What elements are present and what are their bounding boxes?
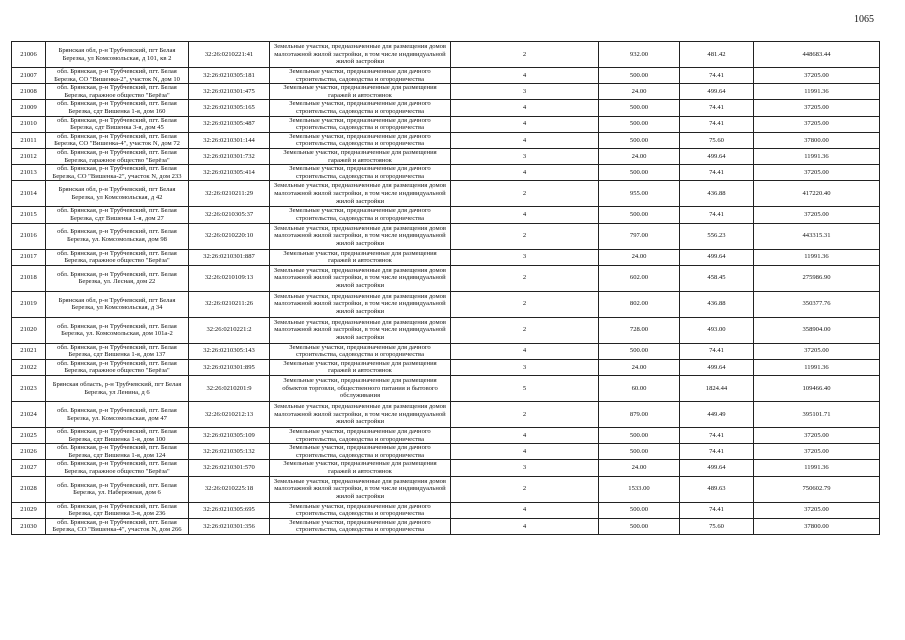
cadastral-number-cell: 32:26:0210301:144 xyxy=(189,132,270,148)
land-purpose-cell: Земельные участки, предназначенные для размещения домов малоэтажной жилой застройки, в том числе индивидуальной жилой застройки xyxy=(270,402,451,428)
land-purpose-cell: Земельные участки, предназначенные для размещения домов малоэтажной жилой застройки, в том числе индивидуальной жилой застройки xyxy=(270,317,451,343)
group-number-cell: 4 xyxy=(451,100,599,116)
table-row xyxy=(12,402,880,428)
address-cell: Брянская обл, р-н Трубчевский, пгт Белая Березка, ул Комсомольская, д 101, кв 2 xyxy=(46,42,189,68)
area-cell: 500.00 xyxy=(599,428,680,444)
area-cell: 60.00 xyxy=(599,376,680,402)
row-number: 21028 xyxy=(12,476,46,502)
group-number-cell: 4 xyxy=(451,428,599,444)
land-purpose-cell: Земельные участки, предназначенные для размещения гаражей и автостоянок xyxy=(270,359,451,375)
area-cell: 24.00 xyxy=(599,84,680,100)
address-cell: Брянская обл, р-н Трубчевский, пгт Белая Березка, ул Комсомольская, д 42 xyxy=(46,181,189,207)
land-purpose-cell: Земельные участки, предназначенные для дачного строительства, садоводства и огородничества xyxy=(270,165,451,181)
area-cell: 500.00 xyxy=(599,165,680,181)
row-number: 21008 xyxy=(12,84,46,100)
specific-value-cell: 499.64 xyxy=(680,84,754,100)
cadastral-value-cell: 448683.44 xyxy=(754,42,880,68)
row-number: 21022 xyxy=(12,359,46,375)
address-cell: обл. Брянская, р-н Трубчевский, пгт. Белая Березка, сдт Вишенка 1-я, дом 27 xyxy=(46,207,189,223)
cadastral-value-cell: 37205.00 xyxy=(754,502,880,518)
cadastral-number-cell: 32:26:0210221:41 xyxy=(189,42,270,68)
address-cell: обл. Брянская, р-н Трубчевский, пгт. Белая Березка, ул. Комсомольская, дом 98 xyxy=(46,223,189,249)
row-number: 21014 xyxy=(12,181,46,207)
group-number-cell: 4 xyxy=(451,207,599,223)
land-purpose-cell: Земельные участки, предназначенные для размещения объектов торговли, общественного питания и бытового обслуживания xyxy=(270,376,451,402)
area-cell: 24.00 xyxy=(599,148,680,164)
cadastral-value-cell: 417220.40 xyxy=(754,181,880,207)
group-number-cell: 2 xyxy=(451,402,599,428)
group-number-cell: 5 xyxy=(451,376,599,402)
cadastral-number-cell: 32:26:0210305:695 xyxy=(189,502,270,518)
address-cell: обл. Брянская, р-н Трубчевский, пгт. Белая Березка, сдт Вишенка 1-я, дом 124 xyxy=(46,444,189,460)
group-number-cell: 3 xyxy=(451,84,599,100)
table-row xyxy=(12,343,880,359)
table-row xyxy=(12,165,880,181)
specific-value-cell: 75.60 xyxy=(680,518,754,534)
row-number: 21013 xyxy=(12,165,46,181)
area-cell: 932.00 xyxy=(599,42,680,68)
cadastral-number-cell: 32:26:0210305:487 xyxy=(189,116,270,132)
row-number: 21015 xyxy=(12,207,46,223)
cadastral-value-cell: 11991.36 xyxy=(754,359,880,375)
specific-value-cell: 499.64 xyxy=(680,460,754,476)
group-number-cell: 4 xyxy=(451,165,599,181)
area-cell: 500.00 xyxy=(599,502,680,518)
address-cell: обл. Брянская, р-н Трубчевский, пгт. Белая Березка, сдт Вишенка 1-я, дом 160 xyxy=(46,100,189,116)
specific-value-cell: 74.41 xyxy=(680,116,754,132)
address-cell: обл. Брянская, р-н Трубчевский, пгт. Белая Березка, ул. Комсомольская, дом 101а-2 xyxy=(46,317,189,343)
cadastral-number-cell: 32:26:0210225:18 xyxy=(189,476,270,502)
land-purpose-cell: Земельные участки, предназначенные для размещения домов малоэтажной жилой застройки, в том числе индивидуальной жилой застройки xyxy=(270,476,451,502)
cadastral-value-cell: 37800.00 xyxy=(754,518,880,534)
cadastral-value-cell: 395101.71 xyxy=(754,402,880,428)
address-cell: обл. Брянская, р-н Трубчевский, пгт. Белая Березка, ул. Набережная, дом 6 xyxy=(46,476,189,502)
cadastral-value-cell: 37205.00 xyxy=(754,165,880,181)
cadastral-value-cell: 11991.36 xyxy=(754,148,880,164)
specific-value-cell: 74.41 xyxy=(680,207,754,223)
area-cell: 500.00 xyxy=(599,207,680,223)
land-purpose-cell: Земельные участки, предназначенные для дачного строительства, садоводства и огородничества xyxy=(270,502,451,518)
cadastral-number-cell: 32:26:0210305:109 xyxy=(189,428,270,444)
address-cell: обл. Брянская, р-н Трубчевский, пгт. Белая Березка, гаражное общество "Берёза" xyxy=(46,359,189,375)
area-cell: 500.00 xyxy=(599,100,680,116)
specific-value-cell: 436.88 xyxy=(680,181,754,207)
specific-value-cell: 436.88 xyxy=(680,291,754,317)
area-cell: 24.00 xyxy=(599,359,680,375)
cadastral-number-cell: 32:26:0210301:570 xyxy=(189,460,270,476)
cadastral-number-cell: 32:26:0210301:475 xyxy=(189,84,270,100)
row-number: 21012 xyxy=(12,148,46,164)
area-cell: 500.00 xyxy=(599,444,680,460)
row-number: 21029 xyxy=(12,502,46,518)
row-number: 21018 xyxy=(12,265,46,291)
row-number: 21030 xyxy=(12,518,46,534)
land-purpose-cell: Земельные участки, предназначенные для дачного строительства, садоводства и огородничества xyxy=(270,343,451,359)
cadastral-number-cell: 32:26:0210301:895 xyxy=(189,359,270,375)
row-number: 21021 xyxy=(12,343,46,359)
land-purpose-cell: Земельные участки, предназначенные для размещения домов малоэтажной жилой застройки, в том числе индивидуальной жилой застройки xyxy=(270,223,451,249)
specific-value-cell: 74.41 xyxy=(680,502,754,518)
area-cell: 500.00 xyxy=(599,68,680,84)
group-number-cell: 4 xyxy=(451,68,599,84)
cadastral-value-cell: 350377.76 xyxy=(754,291,880,317)
specific-value-cell: 74.41 xyxy=(680,68,754,84)
cadastral-number-cell: 32:26:0210305:37 xyxy=(189,207,270,223)
cadastral-number-cell: 32:26:0210301:887 xyxy=(189,249,270,265)
land-purpose-cell: Земельные участки, предназначенные для дачного строительства, садоводства и огородничества xyxy=(270,444,451,460)
page-number: 1065 xyxy=(854,14,874,25)
cadastral-value-cell: 37205.00 xyxy=(754,100,880,116)
cadastral-number-cell: 32:26:0210301:356 xyxy=(189,518,270,534)
address-cell: обл. Брянская, р-н Трубчевский, пгт. Белая Березка, ул. Лесная, дом 22 xyxy=(46,265,189,291)
group-number-cell: 4 xyxy=(451,518,599,534)
specific-value-cell: 74.41 xyxy=(680,100,754,116)
area-cell: 500.00 xyxy=(599,518,680,534)
specific-value-cell: 499.64 xyxy=(680,249,754,265)
group-number-cell: 4 xyxy=(451,444,599,460)
cadastral-number-cell: 32:26:0210305:165 xyxy=(189,100,270,116)
group-number-cell: 3 xyxy=(451,249,599,265)
address-cell: обл. Брянская, р-н Трубчевский, пгт. Белая Березка, гаражное общество "Берёза" xyxy=(46,249,189,265)
cadastral-number-cell: 32:26:0210109:13 xyxy=(189,265,270,291)
area-cell: 955.00 xyxy=(599,181,680,207)
cadastral-value-cell: 109466.40 xyxy=(754,376,880,402)
row-number: 21023 xyxy=(12,376,46,402)
cadastral-value-cell: 37205.00 xyxy=(754,444,880,460)
specific-value-cell: 481.42 xyxy=(680,42,754,68)
land-purpose-cell: Земельные участки, предназначенные для дачного строительства, садоводства и огородничества xyxy=(270,428,451,444)
area-cell: 500.00 xyxy=(599,116,680,132)
address-cell: обл. Брянская, р-н Трубчевский, пгт. Белая Березка, сдт Вишенка 1-я, дом 100 xyxy=(46,428,189,444)
group-number-cell: 2 xyxy=(451,476,599,502)
land-purpose-cell: Земельные участки, предназначенные для дачного строительства, садоводства и огородничества xyxy=(270,68,451,84)
group-number-cell: 2 xyxy=(451,317,599,343)
row-number: 21009 xyxy=(12,100,46,116)
address-cell: обл. Брянская, р-н Трубчевский, пгт. Белая Березка, СО "Вишенка-4", участок N, дом 266 xyxy=(46,518,189,534)
group-number-cell: 4 xyxy=(451,502,599,518)
row-number: 21006 xyxy=(12,42,46,68)
specific-value-cell: 75.60 xyxy=(680,132,754,148)
cadastral-value-cell: 443315.31 xyxy=(754,223,880,249)
cadastral-value-table xyxy=(11,41,880,535)
land-purpose-cell: Земельные участки, предназначенные для размещения домов малоэтажной жилой застройки, в том числе индивидуальной жилой застройки xyxy=(270,265,451,291)
table-row xyxy=(12,84,880,100)
table-row xyxy=(12,249,880,265)
group-number-cell: 2 xyxy=(451,223,599,249)
land-purpose-cell: Земельные участки, предназначенные для дачного строительства, садоводства и огородничества xyxy=(270,518,451,534)
land-purpose-cell: Земельные участки, предназначенные для размещения гаражей и автостоянок xyxy=(270,249,451,265)
cadastral-value-cell: 11991.36 xyxy=(754,84,880,100)
cadastral-value-cell: 37205.00 xyxy=(754,207,880,223)
row-number: 21011 xyxy=(12,132,46,148)
row-number: 21017 xyxy=(12,249,46,265)
table-row xyxy=(12,100,880,116)
specific-value-cell: 499.64 xyxy=(680,148,754,164)
land-purpose-cell: Земельные участки, предназначенные для дачного строительства, садоводства и огородничества xyxy=(270,207,451,223)
area-cell: 500.00 xyxy=(599,343,680,359)
table-row xyxy=(12,428,880,444)
table-row xyxy=(12,223,880,249)
cadastral-value-cell: 37205.00 xyxy=(754,428,880,444)
land-purpose-cell: Земельные участки, предназначенные для размещения домов малоэтажной жилой застройки, в том числе индивидуальной жилой застройки xyxy=(270,291,451,317)
row-number: 21024 xyxy=(12,402,46,428)
address-cell: обл. Брянская, р-н Трубчевский, пгт. Белая Березка, сдт Вишенка 3-я, дом 236 xyxy=(46,502,189,518)
cadastral-number-cell: 32:26:0210305:143 xyxy=(189,343,270,359)
address-cell: обл. Брянская, р-н Трубчевский, пгт. Белая Березка, гаражное общество "Берёза" xyxy=(46,148,189,164)
address-cell: обл. Брянская, р-н Трубчевский, пгт. Белая Березка, сдт Вишенка 3-я, дом 45 xyxy=(46,116,189,132)
specific-value-cell: 1824.44 xyxy=(680,376,754,402)
cadastral-value-cell: 358904.00 xyxy=(754,317,880,343)
table-row xyxy=(12,317,880,343)
cadastral-number-cell: 32:26:0210301:732 xyxy=(189,148,270,164)
table-row xyxy=(12,68,880,84)
group-number-cell: 2 xyxy=(451,265,599,291)
specific-value-cell: 489.63 xyxy=(680,476,754,502)
cadastral-value-cell: 11991.36 xyxy=(754,249,880,265)
row-number: 21007 xyxy=(12,68,46,84)
land-purpose-cell: Земельные участки, предназначенные для размещения гаражей и автостоянок xyxy=(270,460,451,476)
cadastral-value-cell: 275986.90 xyxy=(754,265,880,291)
table-row xyxy=(12,291,880,317)
area-cell: 24.00 xyxy=(599,460,680,476)
row-number: 21025 xyxy=(12,428,46,444)
row-number: 21016 xyxy=(12,223,46,249)
group-number-cell: 2 xyxy=(451,42,599,68)
cadastral-value-cell: 37205.00 xyxy=(754,116,880,132)
area-cell: 500.00 xyxy=(599,132,680,148)
address-cell: обл. Брянская, р-н Трубчевский, пгт. Белая Березка, СО "Вишенка-4", участок N, дом 72 xyxy=(46,132,189,148)
specific-value-cell: 556.23 xyxy=(680,223,754,249)
specific-value-cell: 458.45 xyxy=(680,265,754,291)
land-purpose-cell: Земельные участки, предназначенные для дачного строительства, садоводства и огородничества xyxy=(270,132,451,148)
cadastral-number-cell: 32:26:0210212:13 xyxy=(189,402,270,428)
address-cell: обл. Брянская, р-н Трубчевский, пгт. Белая Березка, сдт Вишенка 1-я, дом 137 xyxy=(46,343,189,359)
table-row xyxy=(12,132,880,148)
cadastral-number-cell: 32:26:0210201:9 xyxy=(189,376,270,402)
area-cell: 879.00 xyxy=(599,402,680,428)
cadastral-number-cell: 32:26:0210211:26 xyxy=(189,291,270,317)
land-purpose-cell: Земельные участки, предназначенные для размещения гаражей и автостоянок xyxy=(270,148,451,164)
address-cell: обл. Брянская, р-н Трубчевский, пгт. Белая Березка, гаражное общество "Берёза" xyxy=(46,84,189,100)
table-row xyxy=(12,376,880,402)
cadastral-value-cell: 37800.00 xyxy=(754,132,880,148)
specific-value-cell: 449.49 xyxy=(680,402,754,428)
specific-value-cell: 74.41 xyxy=(680,428,754,444)
table-row xyxy=(12,181,880,207)
cadastral-number-cell: 32:26:0210305:414 xyxy=(189,165,270,181)
table-row xyxy=(12,42,880,68)
group-number-cell: 4 xyxy=(451,116,599,132)
address-cell: обл. Брянская, р-н Трубчевский, пгт. Белая Березка, ул. Комсомольская, дом 47 xyxy=(46,402,189,428)
group-number-cell: 3 xyxy=(451,359,599,375)
area-cell: 728.00 xyxy=(599,317,680,343)
address-cell: Брянская обл, р-н Трубчевский, пгт Белая Березка, ул Комсомольская, д 34 xyxy=(46,291,189,317)
cadastral-number-cell: 32:26:0210211:29 xyxy=(189,181,270,207)
specific-value-cell: 74.41 xyxy=(680,444,754,460)
table-row xyxy=(12,148,880,164)
group-number-cell: 4 xyxy=(451,343,599,359)
area-cell: 802.00 xyxy=(599,291,680,317)
cadastral-value-cell: 11991.36 xyxy=(754,460,880,476)
row-number: 21026 xyxy=(12,444,46,460)
address-cell: Брянская область, р-н Трубчевский, пгт Белая Березка, ул Ленина, д 6 xyxy=(46,376,189,402)
specific-value-cell: 493.00 xyxy=(680,317,754,343)
cadastral-number-cell: 32:26:0210221:2 xyxy=(189,317,270,343)
cadastral-number-cell: 32:26:0210220:10 xyxy=(189,223,270,249)
land-purpose-cell: Земельные участки, предназначенные для размещения домов малоэтажной жилой застройки, в том числе индивидуальной жилой застройки xyxy=(270,42,451,68)
area-cell: 24.00 xyxy=(599,249,680,265)
table-row xyxy=(12,207,880,223)
table-row xyxy=(12,476,880,502)
table-row xyxy=(12,265,880,291)
specific-value-cell: 499.64 xyxy=(680,359,754,375)
specific-value-cell: 74.41 xyxy=(680,165,754,181)
table-row xyxy=(12,518,880,534)
specific-value-cell: 74.41 xyxy=(680,343,754,359)
cadastral-number-cell: 32:26:0210305:181 xyxy=(189,68,270,84)
row-number: 21020 xyxy=(12,317,46,343)
row-number: 21010 xyxy=(12,116,46,132)
cadastral-number-cell: 32:26:0210305:132 xyxy=(189,444,270,460)
address-cell: обл. Брянская, р-н Трубчевский, пгт. Белая Березка, СО "Вишенка-2", участок N, дом 233 xyxy=(46,165,189,181)
cadastral-value-cell: 37205.00 xyxy=(754,343,880,359)
table-row xyxy=(12,116,880,132)
row-number: 21019 xyxy=(12,291,46,317)
land-purpose-cell: Земельные участки, предназначенные для размещения гаражей и автостоянок xyxy=(270,84,451,100)
group-number-cell: 3 xyxy=(451,460,599,476)
table-row xyxy=(12,359,880,375)
group-number-cell: 3 xyxy=(451,148,599,164)
area-cell: 1533.00 xyxy=(599,476,680,502)
cadastral-value-cell: 37205.00 xyxy=(754,68,880,84)
land-purpose-cell: Земельные участки, предназначенные для дачного строительства, садоводства и огородничества xyxy=(270,116,451,132)
area-cell: 797.00 xyxy=(599,223,680,249)
address-cell: обл. Брянская, р-н Трубчевский, пгт. Белая Березка, СО "Вишенка-2", участок N, дом 10 xyxy=(46,68,189,84)
address-cell: обл. Брянская, р-н Трубчевский, пгт. Белая Березка, гаражное общество "Берёза" xyxy=(46,460,189,476)
group-number-cell: 4 xyxy=(451,132,599,148)
table-row xyxy=(12,444,880,460)
table-row xyxy=(12,502,880,518)
area-cell: 602.00 xyxy=(599,265,680,291)
cadastral-value-cell: 750602.79 xyxy=(754,476,880,502)
group-number-cell: 2 xyxy=(451,291,599,317)
group-number-cell: 2 xyxy=(451,181,599,207)
table-row xyxy=(12,460,880,476)
land-purpose-cell: Земельные участки, предназначенные для дачного строительства, садоводства и огородничества xyxy=(270,100,451,116)
row-number: 21027 xyxy=(12,460,46,476)
land-purpose-cell: Земельные участки, предназначенные для размещения домов малоэтажной жилой застройки, в том числе индивидуальной жилой застройки xyxy=(270,181,451,207)
